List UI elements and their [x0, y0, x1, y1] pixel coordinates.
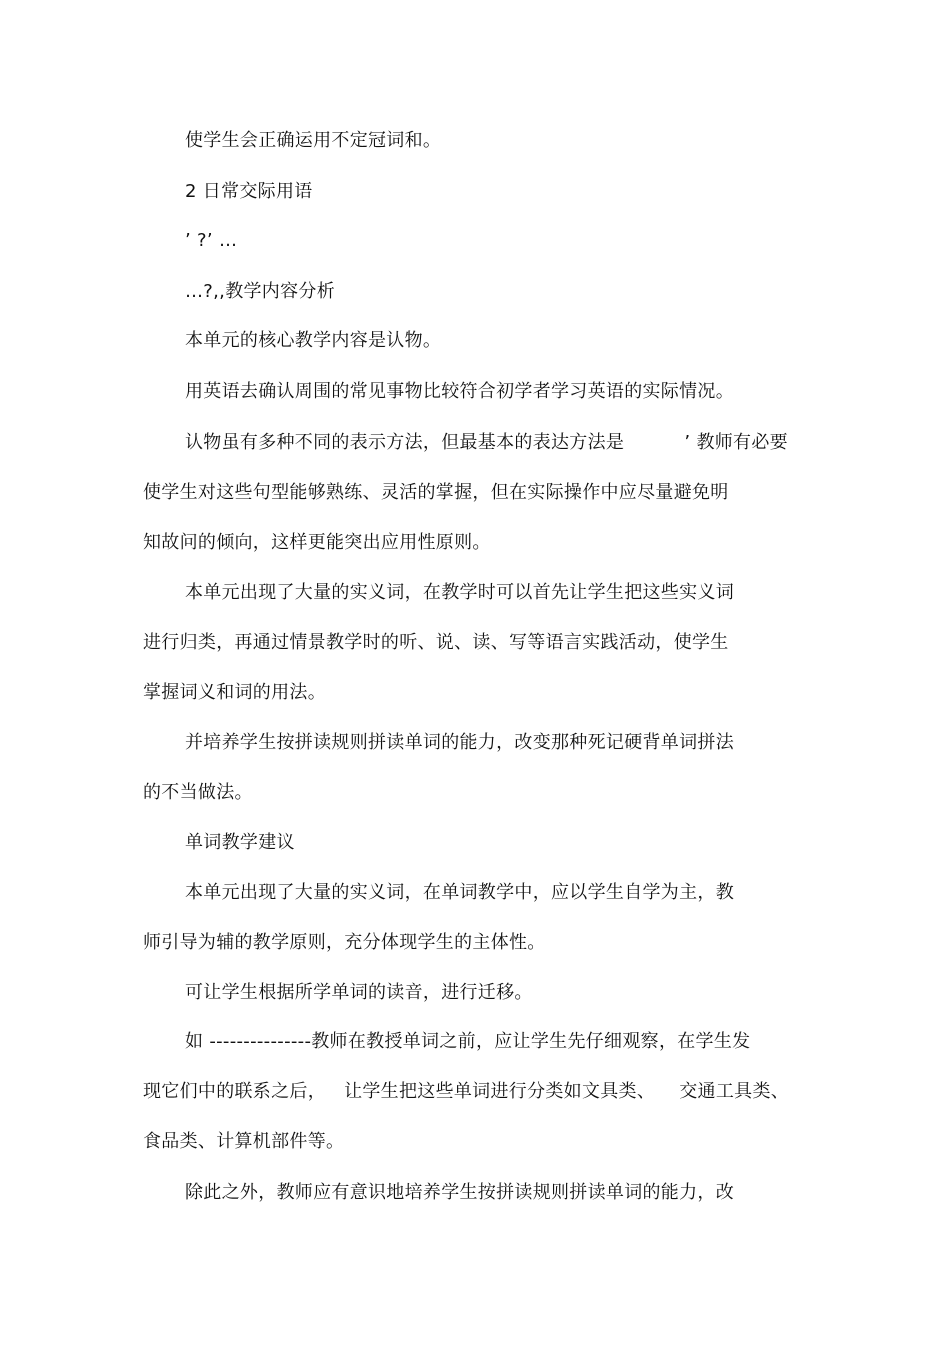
- section-heading: 2 日常交际用语: [185, 181, 313, 202]
- text-line: 本单元出现了大量的实义词，在教学时可以首先让学生把这些实义词: [185, 582, 734, 603]
- text-line: 食品类、计算机部件等。: [143, 1131, 345, 1152]
- text-line: 本单元出现了大量的实义词，在单词教学中，应以学生自学为主，教: [185, 882, 734, 903]
- text-line: ’ ?’ …: [185, 230, 238, 251]
- text-line: 本单元的核心教学内容是认物。: [185, 330, 442, 351]
- text-line: 并培养学生按拼读规则拼读单词的能力，改变那种死记硬背单词拼法: [185, 732, 734, 753]
- text-line: 除此之外，教师应有意识地培养学生按拼读规则拼读单词的能力，改: [185, 1182, 734, 1203]
- text-line: 现它们中的联系之后， 让学生把这些单词进行分类如文具类、 交通工具类、: [143, 1081, 790, 1102]
- text-line: 认物虽有多种不同的表示方法，但最基本的表达方法是 ’ 教师有必要: [185, 432, 788, 453]
- text-line: 的不当做法。: [143, 782, 253, 803]
- text-line: 使学生会正确运用不定冠词和。: [185, 130, 442, 151]
- text-line: 如 ---------------教师在教授单词之前，应让学生先仔细观察，在学生发: [185, 1031, 751, 1052]
- section-heading: 单词教学建议: [185, 832, 295, 853]
- text-line: 掌握词义和词的用法。: [143, 682, 326, 703]
- text-line: 师引导为辅的教学原则，充分体现学生的主体性。: [143, 932, 546, 953]
- text-line: 使学生对这些句型能够熟练、灵活的掌握，但在实际操作中应尽量避免明: [143, 482, 729, 503]
- text-line: 用英语去确认周围的常见事物比较符合初学者学习英语的实际情况。: [185, 381, 734, 402]
- text-line: 可让学生根据所学单词的读音，进行迁移。: [185, 982, 533, 1003]
- text-line: 知故问的倾向，这样更能突出应用性原则。: [143, 532, 491, 553]
- text-line: 进行归类，再通过情景教学时的听、说、读、写等语言实践活动，使学生: [143, 632, 729, 653]
- section-heading: …?,,教学内容分析: [185, 281, 335, 302]
